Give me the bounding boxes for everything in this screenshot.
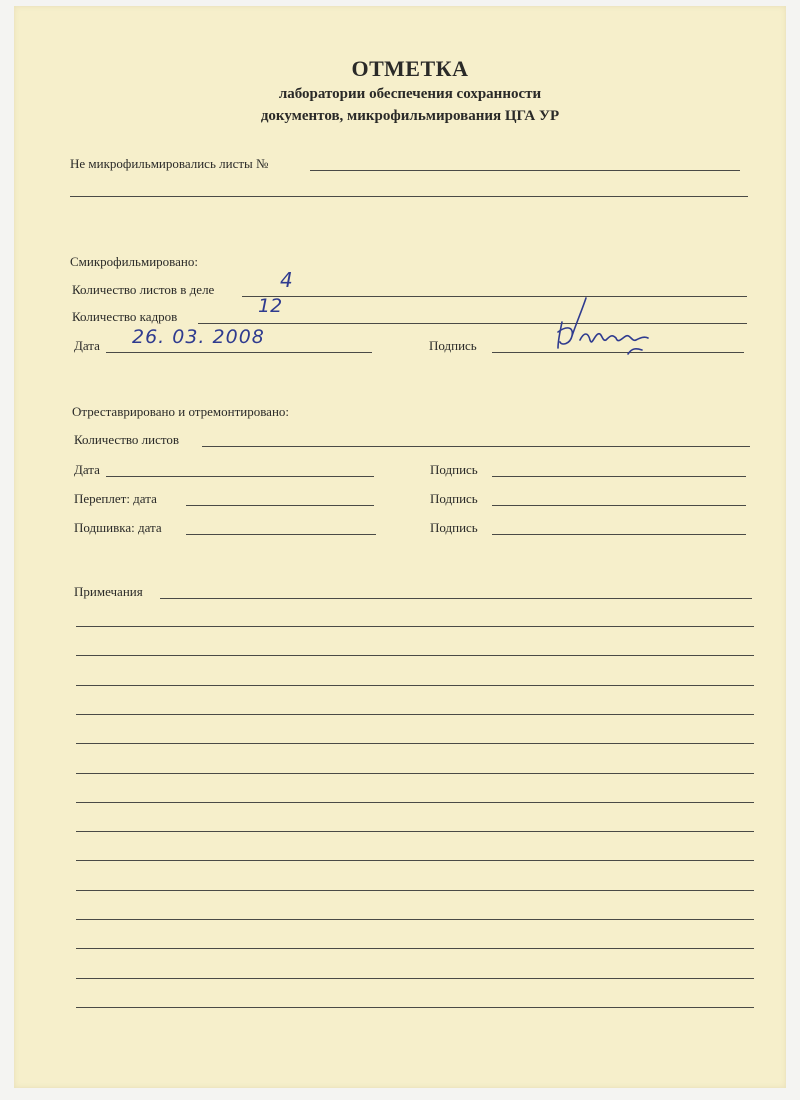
not-filmed-label: Не микрофильмировались листы №: [70, 156, 269, 171]
notes-line-1[interactable]: [160, 598, 752, 599]
microfilm-signature-image: [532, 296, 652, 358]
restored-date-line[interactable]: [106, 476, 374, 477]
notes-line-9[interactable]: [76, 831, 754, 832]
notes-label: Примечания: [74, 584, 143, 599]
restored-count-label: Количество листов: [74, 432, 180, 447]
form-subtitle-line2: документов, микрофильмирования ЦГА УР: [260, 108, 560, 124]
binding-date-line[interactable]: [186, 505, 374, 506]
binding-signature-line[interactable]: [492, 505, 746, 506]
notes-line-13[interactable]: [76, 948, 754, 949]
restored-heading: Отреставрировано и отремонтировано:: [72, 404, 290, 419]
binding-signature-label: Подпись: [430, 491, 478, 506]
notes-line-14[interactable]: [76, 978, 754, 979]
form-title: ОТМЕТКА: [351, 56, 469, 81]
notes-line-4[interactable]: [76, 685, 754, 686]
restored-signature-label: Подпись: [430, 462, 478, 477]
notes-line-8[interactable]: [76, 802, 754, 803]
microfilm-signature-label: Подпись: [429, 338, 477, 353]
sheets-count-label: Количество листов в деле: [72, 282, 215, 297]
form-subtitle-line1: лаборатории обеспечения сохранности: [278, 86, 542, 102]
stitching-signature-label: Подпись: [430, 520, 478, 535]
microfilmed-heading: Смикрофильмировано:: [70, 254, 198, 269]
frames-count-value: 12: [258, 295, 283, 317]
stitching-signature-line[interactable]: [492, 534, 746, 535]
stitching-date-line[interactable]: [186, 534, 376, 535]
notes-line-12[interactable]: [76, 919, 754, 920]
notes-line-7[interactable]: [76, 773, 754, 774]
notes-line-11[interactable]: [76, 890, 754, 891]
notes-line-10[interactable]: [76, 860, 754, 861]
microfilm-date-label: Дата: [74, 338, 100, 353]
sheets-count-line[interactable]: [242, 296, 747, 297]
microfilm-date-value: 26. 03. 2008: [132, 326, 265, 348]
restored-count-line[interactable]: [202, 446, 750, 447]
notes-line-2[interactable]: [76, 626, 754, 627]
restored-date-label: Дата: [74, 462, 100, 477]
restored-signature-line[interactable]: [492, 476, 746, 477]
frames-count-line[interactable]: [198, 323, 747, 324]
form-sheet: [14, 6, 786, 1088]
sheets-count-value: 4: [280, 268, 293, 292]
frames-count-label: Количество кадров: [72, 309, 178, 324]
microfilm-date-line[interactable]: [106, 352, 372, 353]
not-filmed-line-1[interactable]: [310, 170, 740, 171]
stitching-date-label: Подшивка: дата: [74, 520, 162, 535]
notes-line-5[interactable]: [76, 714, 754, 715]
notes-line-3[interactable]: [76, 655, 754, 656]
notes-line-15[interactable]: [76, 1007, 754, 1008]
not-filmed-line-2[interactable]: [70, 196, 748, 197]
binding-date-label: Переплет: дата: [74, 491, 157, 506]
notes-line-6[interactable]: [76, 743, 754, 744]
